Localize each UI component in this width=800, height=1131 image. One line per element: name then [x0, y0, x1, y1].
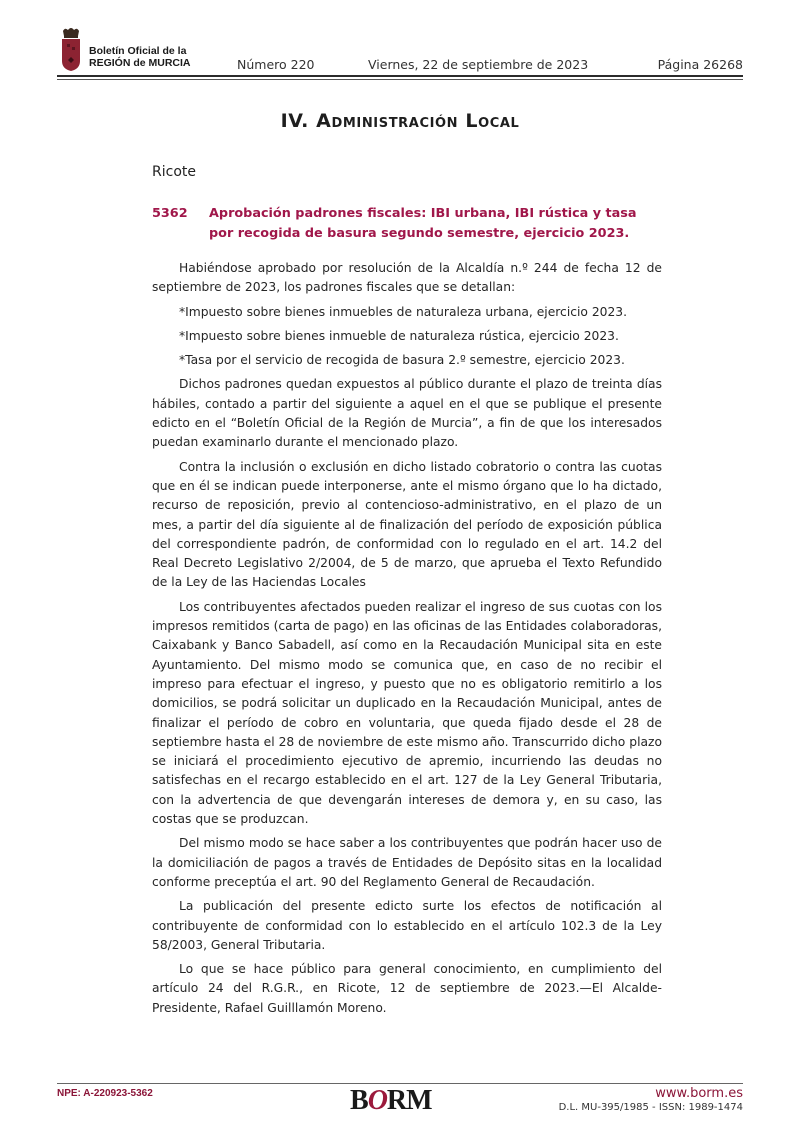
issue-number: Número 220 [237, 57, 315, 72]
legal-deposit: D.L. MU-395/1985 - ISSN: 1989-1474 [558, 1102, 743, 1113]
section-title: IV. Administración Local [280, 110, 520, 132]
header-rule-thin [57, 79, 743, 80]
page-header [57, 0, 743, 80]
list-item: *Tasa por el servicio de recogida de basura 2.º semestre, ejercicio 2023. [179, 353, 625, 368]
paragraph-payment: Los contribuyentes afectados pueden realizar el ingreso de sus cuotas con los impresos remitidos (carta de pago) en las oficinas de las Entidades colaboradoras, Caixabank y Banco Sabadell, así como en la Recaudación Municipal sita en este Ayuntamiento. Del mismo modo se comunica que, en caso de no recibir el impreso para efectuar el ingreso, y puesto que no es obligatorio remitirlo a los domicilios, se podrá solicitar un duplicado en la Recaudación Municipal, antes de finalizar el período de cobro en voluntaria, que queda fijado desde el 28 de septiembre hasta el 28 de noviembre de este mismo año. Transcurrido dicho plazo se iniciará el procedimiento ejecutivo de apremio, incurriendo las deudas no satisfechas en el recargo establecido en el art. 127 de la Ley General Tributaria, con la advertencia de que devengarán intereses de demora y, en su caso, las costas que se produzcan. [152, 599, 662, 827]
list-item: *Impuesto sobre bienes inmuebles de naturaleza urbana, ejercicio 2023. [179, 304, 628, 319]
issue-date: Viernes, 22 de septiembre de 2023 [368, 57, 589, 72]
paragraph-direct-debit: Del mismo modo se hace saber a los contribuyentes que podrán hacer uso de la domiciliación de pagos a través de Entidades de Depósito sitas en la localidad conforme preceptúa el art. 90 del Reglamento General de Recaudación. [152, 836, 662, 889]
brand-line-2: REGIÓN de MURCIA [89, 57, 191, 69]
publication-brand [89, 45, 191, 69]
logo-letter-b: B [350, 1085, 368, 1116]
paragraph-signature: Lo que se hace público para general conocimiento, en cumplimiento del artículo 24 del R.G.R., en Ricote, 12 de septiembre de 2023.—El Alcalde-Presidente, Rafael Guilllamón Moreno. [152, 962, 662, 1015]
paragraph-exposure: Dichos padrones quedan expuestos al público durante el plazo de treinta días hábiles, contado a partir del siguiente a aquel en el que se publique el presente edicto en el “Boletín Oficial de la Región de Murcia”, a fin de que los interesados puedan examinarlo durante el mencionado plazo. [152, 377, 662, 450]
npe-code: NPE: A-220923-5362 [57, 1088, 153, 1099]
brand-line-1: Boletín Oficial de la [89, 45, 187, 57]
website-link[interactable]: www.borm.es [655, 1086, 743, 1101]
announcement-heading [152, 204, 662, 244]
header-rule [57, 75, 743, 77]
list-item: *Impuesto sobre bienes inmueble de naturaleza rústica, ejercicio 2023. [179, 328, 619, 343]
footer-rule [57, 1083, 743, 1084]
logo-letters-rm: RM [386, 1085, 432, 1116]
paragraph-resolution: Habiéndose aprobado por resolución de la Alcaldía n.º 244 de fecha 12 de septiembre de 2023, los padrones fiscales que se detallan: [152, 261, 662, 295]
page-number: Página 26268 [657, 57, 743, 72]
borm-logo [350, 1085, 432, 1117]
coat-of-arms-icon [60, 27, 82, 71]
announcement-body [152, 259, 662, 1023]
logo-letter-o: O [367, 1085, 387, 1116]
municipality-name: Ricote [152, 164, 196, 180]
paragraph-appeal: Contra la inclusión o exclusión en dicho listado cobratorio o contra las cuotas que en él se indican puede interponerse, ante el mismo órgano que lo ha dictado, recurso de reposición, previo al contencioso-administrativo, en el plazo de un mes, a partir del día siguiente al de finalización del período de exposición pública del correspondiente padrón, de conformidad con lo regulado en el art. 14.2 del Real Decreto Legislativo 2/2004, de 5 de marzo, que aprueba el Texto Refundido de la Ley de las Haciendas Locales [152, 459, 662, 590]
announcement-number: 5362 [152, 206, 188, 221]
announcement-title: Aprobación padrones fiscales: IBI urbana, IBI rústica y tasa por recogida de basura segundo semestre, ejercicio 2023. [209, 206, 637, 241]
paragraph-notification: La publicación del presente edicto surte los efectos de notificación al contribuyente de conformidad con lo establecido en el artículo 102.3 de la Ley 58/2003, General Tributaria. [152, 899, 662, 952]
